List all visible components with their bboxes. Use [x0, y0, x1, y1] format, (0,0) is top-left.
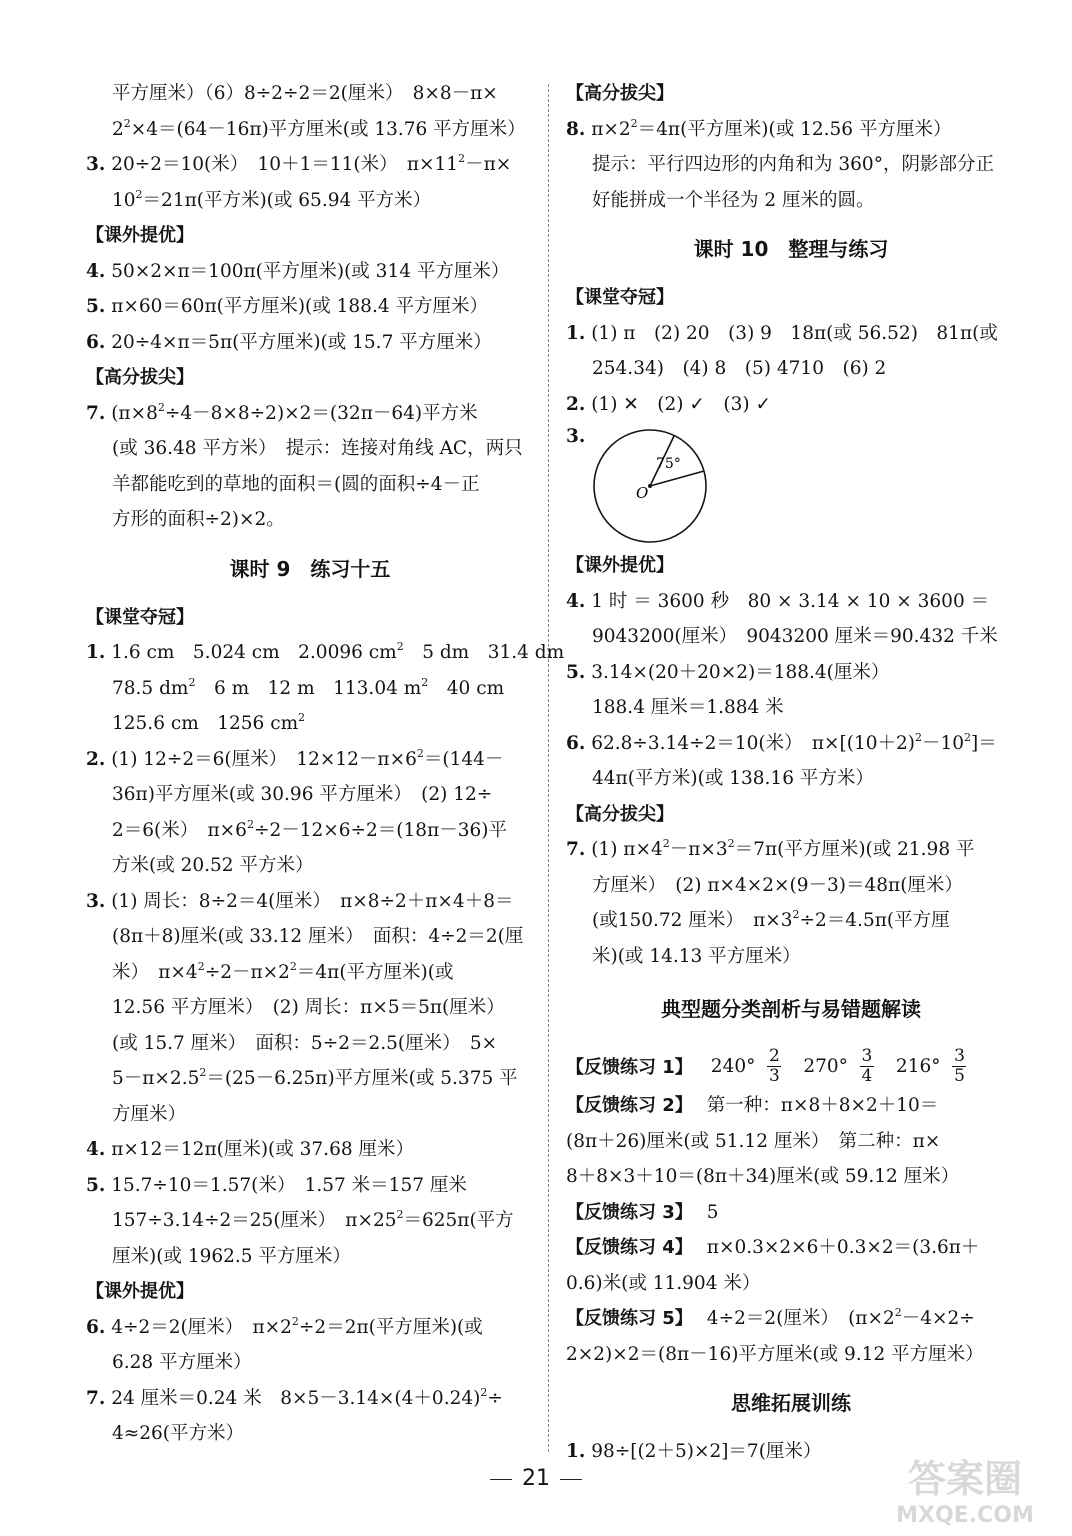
- line: 方厘米） (2) π×4×2×(9－3)＝48π(厘米）: [592, 874, 963, 896]
- line: 平方厘米）（6）8÷2÷2＝2(厘米） 8×8－π×: [112, 83, 498, 104]
- center-point: [648, 484, 652, 488]
- line: 2＝6(米） $\pi\times 6^2\div 2-12\times 6\div 2=(18\pi-36)$平: [112, 817, 507, 841]
- line: 157÷3.14÷2＝25(厘米） $\pi\times 25^2=625\pi$(平方: [112, 1208, 514, 1231]
- answer-7: 7. 24 厘米＝0.24 米 $8\times 5-3.14\times(4+0.24)^2\div$: [86, 1385, 503, 1409]
- section-heading: 【课堂夺冠】: [566, 287, 674, 308]
- line: 6.28 平方厘米）: [112, 1352, 252, 1373]
- answer-6: 6. 4÷2＝2(厘米） $\pi\times 2^2\div 2=2\pi$(平方厘米)(或: [86, 1314, 483, 1338]
- answer-5: 5. 3.14×(20＋20×2)＝188.4(厘米）: [566, 661, 890, 683]
- section-heading: 【高分拔尖】: [566, 803, 674, 825]
- angle-value: 240°: [710, 1055, 756, 1077]
- feedback-exercise-3: 【反馈练习 3】 5: [566, 1201, 719, 1223]
- lesson-title: 课时 9 练习十五: [229, 556, 391, 581]
- answer-5: 5. 15.7÷10＝1.57(米） 1.57 米＝157 厘米: [86, 1174, 467, 1196]
- answer-4: 4. 50×2×π＝100π(平方厘米)(或 314 平方厘米）: [86, 260, 510, 282]
- radius-2: [650, 471, 704, 486]
- line: 4≈26(平方米）: [112, 1423, 245, 1444]
- line: 36π)平方厘米(或 30.96 平方厘米） (2) 12÷: [112, 784, 493, 805]
- center-label: O: [636, 484, 649, 502]
- line: 44π(平方米)(或 138.16 平方米）: [592, 768, 874, 789]
- angle-value: 216°: [895, 1055, 941, 1077]
- line: 方厘米）: [112, 1103, 187, 1125]
- angle-value: 270°: [803, 1055, 848, 1077]
- fraction: $\frac{3}{4}$: [861, 1045, 873, 1086]
- section-title: 典型题分类剖析与易错题解读: [661, 997, 921, 1021]
- line: 254.34) (4) 8 (5) 4710 (6) 2: [592, 358, 887, 379]
- answer-2: 2. (1) ✕ (2) ✓ (3) ✓: [566, 393, 771, 415]
- line: 9043200(厘米） 9043200 厘米＝90.432 千米: [592, 626, 998, 647]
- line: 方米(或 20.52 平方米）: [112, 855, 314, 876]
- section-heading: 【课外提优】: [86, 225, 194, 246]
- line: (或 36.48 平方米） 提示：连接对角线 AC，两只: [112, 438, 523, 459]
- line: 2×2)×2＝(8π－16)平方厘米(或 9.12 平方厘米）: [566, 1343, 984, 1365]
- answer-4: 4. 1 时 ＝ 3600 秒 80 × 3.14 × 10 × 3600 ＝: [566, 590, 990, 612]
- answer-3: 3. (1) 周长：8÷2＝4(厘米） π×8÷2＋π×4＋8＝: [86, 890, 514, 912]
- feedback-exercise-5: 【反馈练习 5】 4÷2＝2(厘米） ($\pi\times 2^2-4\times 2\div$: [566, 1306, 975, 1329]
- answer-1: 1. 98÷[(2＋5)×2]＝7(厘米）: [566, 1441, 822, 1462]
- left-column: [86, 76, 565, 1452]
- line: $10^2=21\pi$(平方米)(或 65.94 平方米）: [112, 187, 432, 211]
- line: 125.6 cm 1256 $cm^2$: [112, 711, 306, 734]
- section-heading: 【课堂夺冠】: [86, 606, 194, 628]
- line: $2^2\times 4=(64-16\pi)$平方厘米(或 13.76 平方厘米）: [112, 116, 526, 140]
- line: 好能拼成一个半径为 2 厘米的圆。: [592, 189, 875, 211]
- column-divider: [548, 84, 549, 1452]
- answer-2: 2. (1) 12÷2＝6(厘米） $12\times 12-\pi\times 6^2=(144-$: [86, 746, 504, 770]
- line: $5-\pi\times 2.5^2=(25-6.25\pi)$平方厘米(或 5.375 平: [112, 1066, 518, 1089]
- section-heading: 【高分拔尖】: [566, 83, 674, 104]
- answer-3: 3. 20÷2＝10(米） 10＋1＝11(米） $\pi\times 11^2-\pi\times$: [86, 152, 512, 175]
- section-heading: 【课外提优】: [566, 555, 674, 576]
- answer-6: 6. 20÷4×π＝5π(平方厘米)(或 15.7 平方厘米）: [86, 331, 492, 353]
- feedback-exercise-4: 【反馈练习 4】 π×0.3×2×6＋0.3×2＝(3.6π＋: [566, 1237, 980, 1258]
- line: 提示：平行四边形的内角和为 360°，阴影部分正: [592, 154, 994, 175]
- line: (或 15.7 厘米） 面积：5÷2＝2.5(厘米） 5×: [112, 1032, 498, 1054]
- fraction: $\frac{3}{5}$: [954, 1045, 965, 1086]
- line: (或150.72 厘米） $\pi\times 3^2\div 2=4.5\pi$(平方厘: [592, 908, 950, 931]
- line: (8π＋26)厘米(或 51.12 厘米） 第二种：π×: [566, 1130, 941, 1152]
- line: 8＋8×3＋10＝(8π＋34)厘米(或 59.12 厘米）: [566, 1166, 960, 1187]
- page-number: 21: [0, 1466, 1072, 1491]
- question-number: 3.: [566, 426, 586, 447]
- feedback-exercise-2: 【反馈练习 2】 第一种：π×8＋8×2＋10＝: [566, 1095, 939, 1116]
- answer-5: 5. π×60＝60π(平方厘米)(或 188.4 平方厘米）: [86, 296, 488, 317]
- lesson-title: 课时 10 整理与练习: [693, 237, 889, 261]
- answer-8: 8. $\pi\times 2^2=4\pi$(平方厘米)(或 12.56 平方厘米）: [566, 116, 952, 140]
- watermark-logo: [870, 1450, 1060, 1530]
- feedback-exercise-1: [566, 1044, 1016, 1088]
- svg-text:答案圈: 答案圈: [907, 1457, 1023, 1501]
- angle-label: 75°: [656, 456, 681, 472]
- line: (8π＋8)厘米(或 33.12 厘米） 面积：4÷2＝2(厘: [112, 926, 524, 947]
- line: 厘米)(或 1962.5 平方厘米）: [112, 1245, 351, 1267]
- answer-7: 7. (1) $\pi\times 4^2-\pi\times 3^2=7\pi$(平方厘米)(或 21.98 平: [566, 837, 975, 860]
- answer-1: 1. 1.6 cm 5.024 cm 2.0096 $cm^2$ 5 dm 31.4 dm: [86, 640, 565, 663]
- line: 188.4 厘米＝1.884 米: [592, 697, 784, 718]
- section-heading: 【高分拔尖】: [86, 367, 194, 388]
- section-heading: 【课外提优】: [86, 1281, 194, 1302]
- line: 方形的面积÷2)×2。: [112, 509, 285, 530]
- line: 米） $\pi\times 4^2\div 2-\pi\times 2^2=4\pi$(平方厘米)(或: [112, 959, 454, 983]
- answer-6: 6. 62.8÷3.14÷2＝10(米） $\pi\times[(10+2)^2-10^2]=$: [566, 730, 997, 754]
- section-title: 思维拓展训练: [731, 1391, 851, 1415]
- line: 羊都能吃到的草地的面积＝(圆的面积÷4－正: [112, 473, 480, 495]
- line: 0.6)米(或 11.904 米）: [566, 1272, 761, 1294]
- circle-diagram: [590, 426, 710, 546]
- answer-3-figure: [566, 422, 1016, 548]
- feedback-label: 【反馈练习 1】: [566, 1057, 693, 1078]
- line: 12.56 平方厘米） (2) 周长：π×5＝5π(厘米）: [112, 997, 505, 1018]
- svg-text:MXQE.COM: MXQE.COM: [896, 1503, 1034, 1528]
- line: 米)(或 14.13 平方厘米）: [592, 945, 801, 967]
- answer-1: 1. (1) π (2) 20 (3) 9 18π(或 56.52) 81π(或: [566, 322, 998, 344]
- answer-4: 4. π×12＝12π(厘米)(或 37.68 厘米）: [86, 1139, 414, 1160]
- answer-7: 7. $(\pi\times 8^2\div 4-8\times 8\div 2)\times 2=(32\pi-64)$平方米: [86, 400, 478, 424]
- right-column: [566, 76, 1016, 1470]
- line: 78.5 $dm^2$ 6 m 12 m 113.04 $m^2$ 40 cm: [112, 675, 505, 699]
- fraction: $\frac{2}{3}$: [768, 1045, 780, 1086]
